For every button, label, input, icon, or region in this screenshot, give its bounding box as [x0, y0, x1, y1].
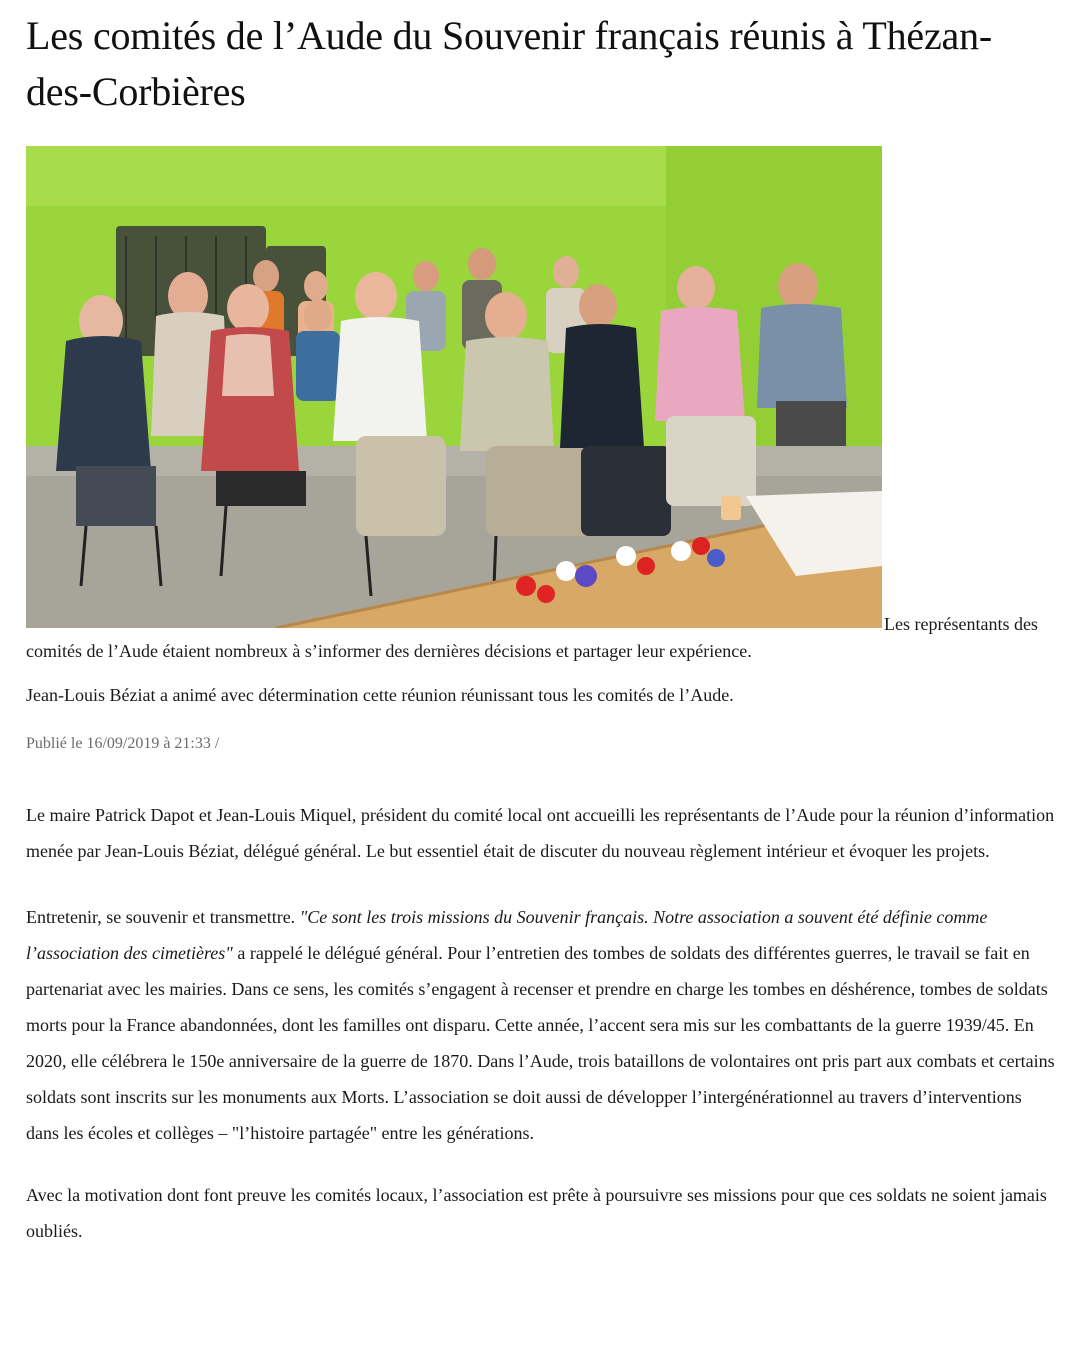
photo-caption: Les représentants des comités de l’Aude étaient nombreux à s’informer des dernières décisions et partager leur expérience.: [26, 614, 1038, 661]
paragraph-2-quote: "Ce sont les trois missions du Souvenir français. Notre association a souvent été définie comme l’association des cimetières": [26, 907, 988, 963]
article-photo: [26, 146, 882, 628]
publish-date: Publié le 16/09/2019 à 21:33 /: [26, 735, 220, 752]
article-title: Les comités de l’Aude du Souvenir français réunis à Thézan-des-Corbières: [26, 13, 993, 114]
article-lead: Jean-Louis Béziat a animé avec détermination cette réunion réunissant tous les comités de l’Aude.: [26, 685, 734, 705]
paragraph-2-body: a rappelé le délégué général. Pour l’entretien des tombes de soldats des différentes guerres, le travail se fait en partenariat avec les mairies. Dans ce sens, les comités s’engagent à recenser et prendre en charge les tombes en déshérence, tombes de soldats morts pour la France abandonnées, dont les familles ont disparu. Cette année, l’accent sera mis sur les combattants de la guerre 1939/45. En 2020, elle célébrera le 150e anniversaire de la guerre de 1870. Dans l’Aude, trois bataillons de volontaires ont pris part aux combats et certains soldats sont inscrits sur les monuments aux Morts. L’association se doit aussi de développer l’intergénérationnel au travers d’interventions dans les écoles et collèges – "l’histoire partagée" entre les générations.: [26, 943, 1055, 1143]
paragraph-2-intro: Entretenir, se souvenir et transmettre.: [26, 907, 300, 927]
figure: [26, 146, 1056, 665]
meeting-photo-illustration: [26, 146, 882, 628]
article-paragraph-3: Avec la motivation dont font preuve les comités locaux, l’association est prête à poursuivre ses missions pour que ces soldats ne soient jamais oubliés.: [26, 1185, 1047, 1241]
article-paragraph-2: [26, 899, 1056, 1151]
article: [26, 0, 1056, 1249]
article-paragraph-1: Le maire Patrick Dapot et Jean-Louis Miquel, président du comité local ont accueilli les représentants de l’Aude pour la réunion d’information menée par Jean-Louis Béziat, délégué général. Le but essentiel était de discuter du nouveau règlement intérieur et évoquer les projets.: [26, 805, 1055, 861]
